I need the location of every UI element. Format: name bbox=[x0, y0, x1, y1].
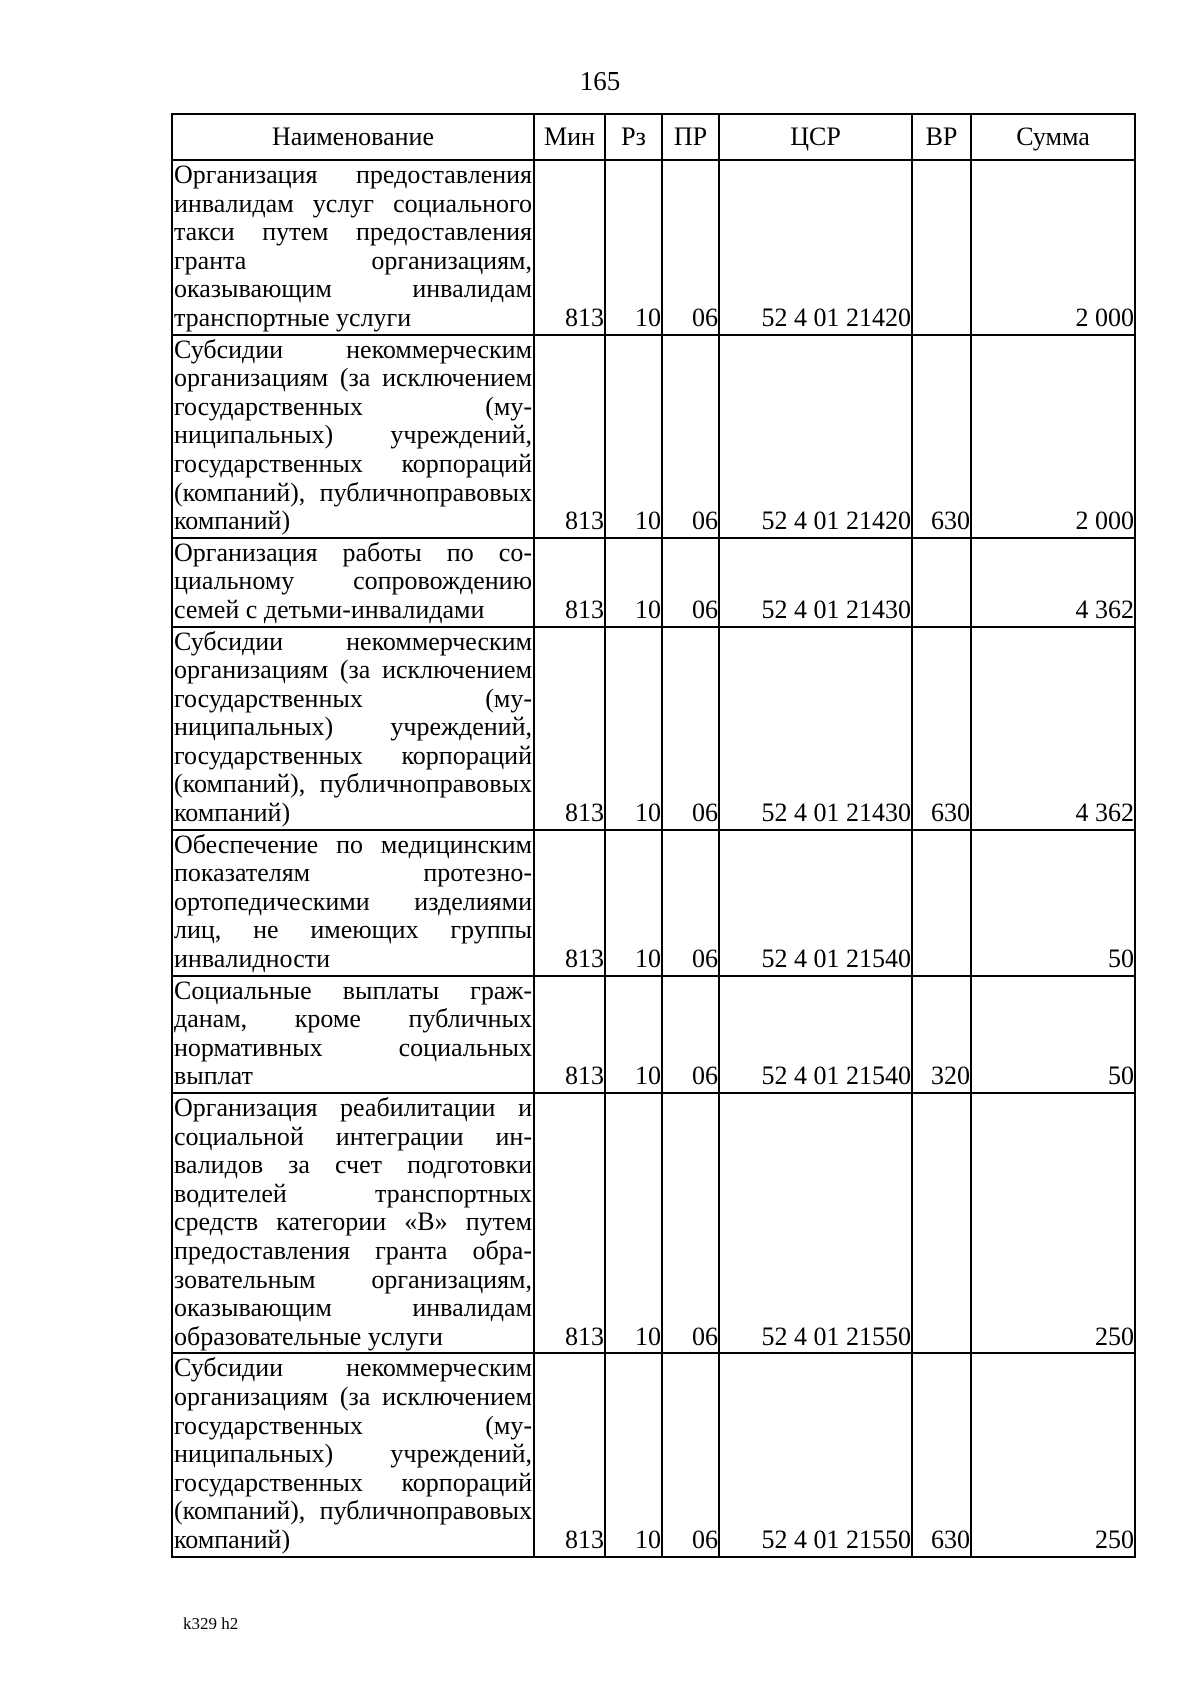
cell-name: Обеспечение по медицинским показателям протезноортопедическими изделиями лиц, не имеющих группы инвалидности bbox=[172, 830, 534, 976]
cell-vr bbox=[912, 830, 971, 976]
table-row bbox=[172, 627, 1135, 830]
cell-vr: 320 bbox=[912, 976, 971, 1093]
cell-pr: 06 bbox=[662, 1093, 719, 1353]
header-csr: ЦСР bbox=[719, 114, 912, 160]
page-number: 165 bbox=[579, 66, 621, 96]
header-vr: ВР bbox=[912, 114, 971, 160]
cell-vr: 630 bbox=[912, 627, 971, 830]
cell-pr: 06 bbox=[662, 160, 719, 335]
cell-csr: 52 4 01 21540 bbox=[719, 830, 912, 976]
footer-document-code: k329 h2 bbox=[183, 1614, 239, 1633]
cell-csr: 52 4 01 21430 bbox=[719, 627, 912, 830]
table-row bbox=[172, 976, 1135, 1093]
table-row bbox=[172, 335, 1135, 538]
cell-rz: 10 bbox=[605, 830, 662, 976]
cell-csr: 52 4 01 21540 bbox=[719, 976, 912, 1093]
cell-name: Субсидии некоммерческим организациям (за исключением государственных (муниципальных) учреждений, государственных корпораций (компаний), публичноправовых компаний) bbox=[172, 335, 534, 538]
cell-pr: 06 bbox=[662, 627, 719, 830]
cell-min: 813 bbox=[534, 1353, 605, 1556]
cell-min: 813 bbox=[534, 538, 605, 627]
cell-name: Субсидии некоммерческим организациям (за исключением государственных (муниципальных) учреждений, государственных корпораций (компаний), публичноправовых компаний) bbox=[172, 1353, 534, 1556]
cell-min: 813 bbox=[534, 976, 605, 1093]
cell-name: Организация реабилитации и социальной интеграции инвалидов за счет подготовки водителей транспортных средств категории «В» путем предоставления гранта образовательным организациям, оказывающим инвалидам образовательные услуги bbox=[172, 1093, 534, 1353]
cell-rz: 10 bbox=[605, 976, 662, 1093]
table-row bbox=[172, 1093, 1135, 1353]
cell-sum: 4 362 bbox=[971, 538, 1135, 627]
table-row bbox=[172, 160, 1135, 335]
table-row bbox=[172, 1353, 1135, 1556]
cell-vr: 630 bbox=[912, 335, 971, 538]
cell-pr: 06 bbox=[662, 335, 719, 538]
cell-min: 813 bbox=[534, 627, 605, 830]
cell-sum: 2 000 bbox=[971, 160, 1135, 335]
cell-min: 813 bbox=[534, 1093, 605, 1353]
cell-min: 813 bbox=[534, 335, 605, 538]
cell-name: Социальные выплаты гражданам, кроме публичных нормативных социальных выплат bbox=[172, 976, 534, 1093]
cell-rz: 10 bbox=[605, 335, 662, 538]
cell-csr: 52 4 01 21420 bbox=[719, 160, 912, 335]
cell-rz: 10 bbox=[605, 1093, 662, 1353]
header-rz: Рз bbox=[605, 114, 662, 160]
table-row bbox=[172, 830, 1135, 976]
cell-csr: 52 4 01 21420 bbox=[719, 335, 912, 538]
cell-sum: 250 bbox=[971, 1353, 1135, 1556]
header-sum: Сумма bbox=[971, 114, 1135, 160]
header-name: Наименование bbox=[172, 114, 534, 160]
cell-name: Организация работы по социальному сопровождению семей с детьми-инвалидами bbox=[172, 538, 534, 627]
cell-vr bbox=[912, 538, 971, 627]
cell-rz: 10 bbox=[605, 627, 662, 830]
cell-csr: 52 4 01 21550 bbox=[719, 1093, 912, 1353]
cell-pr: 06 bbox=[662, 830, 719, 976]
cell-vr: 630 bbox=[912, 1353, 971, 1556]
cell-name: Организация предоставления инвалидам услуг социального такси путем предоставления гранта организациям, оказывающим инвалидам транспортные услуги bbox=[172, 160, 534, 335]
cell-sum: 50 bbox=[971, 830, 1135, 976]
cell-name: Субсидии некоммерческим организациям (за исключением государственных (муниципальных) учреждений, государственных корпораций (компаний), публичноправовых компаний) bbox=[172, 627, 534, 830]
cell-csr: 52 4 01 21550 bbox=[719, 1353, 912, 1556]
cell-vr bbox=[912, 1093, 971, 1353]
cell-min: 813 bbox=[534, 160, 605, 335]
cell-rz: 10 bbox=[605, 538, 662, 627]
cell-sum: 50 bbox=[971, 976, 1135, 1093]
cell-pr: 06 bbox=[662, 1353, 719, 1556]
cell-sum: 4 362 bbox=[971, 627, 1135, 830]
cell-rz: 10 bbox=[605, 160, 662, 335]
table-row bbox=[172, 538, 1135, 627]
header-min: Мин bbox=[534, 114, 605, 160]
table-header-row bbox=[172, 114, 1135, 160]
cell-csr: 52 4 01 21430 bbox=[719, 538, 912, 627]
header-pr: ПР bbox=[662, 114, 719, 160]
cell-sum: 250 bbox=[971, 1093, 1135, 1353]
cell-rz: 10 bbox=[605, 1353, 662, 1556]
cell-pr: 06 bbox=[662, 976, 719, 1093]
cell-min: 813 bbox=[534, 830, 605, 976]
cell-pr: 06 bbox=[662, 538, 719, 627]
cell-sum: 2 000 bbox=[971, 335, 1135, 538]
cell-vr bbox=[912, 160, 971, 335]
budget-table bbox=[171, 113, 1136, 1558]
